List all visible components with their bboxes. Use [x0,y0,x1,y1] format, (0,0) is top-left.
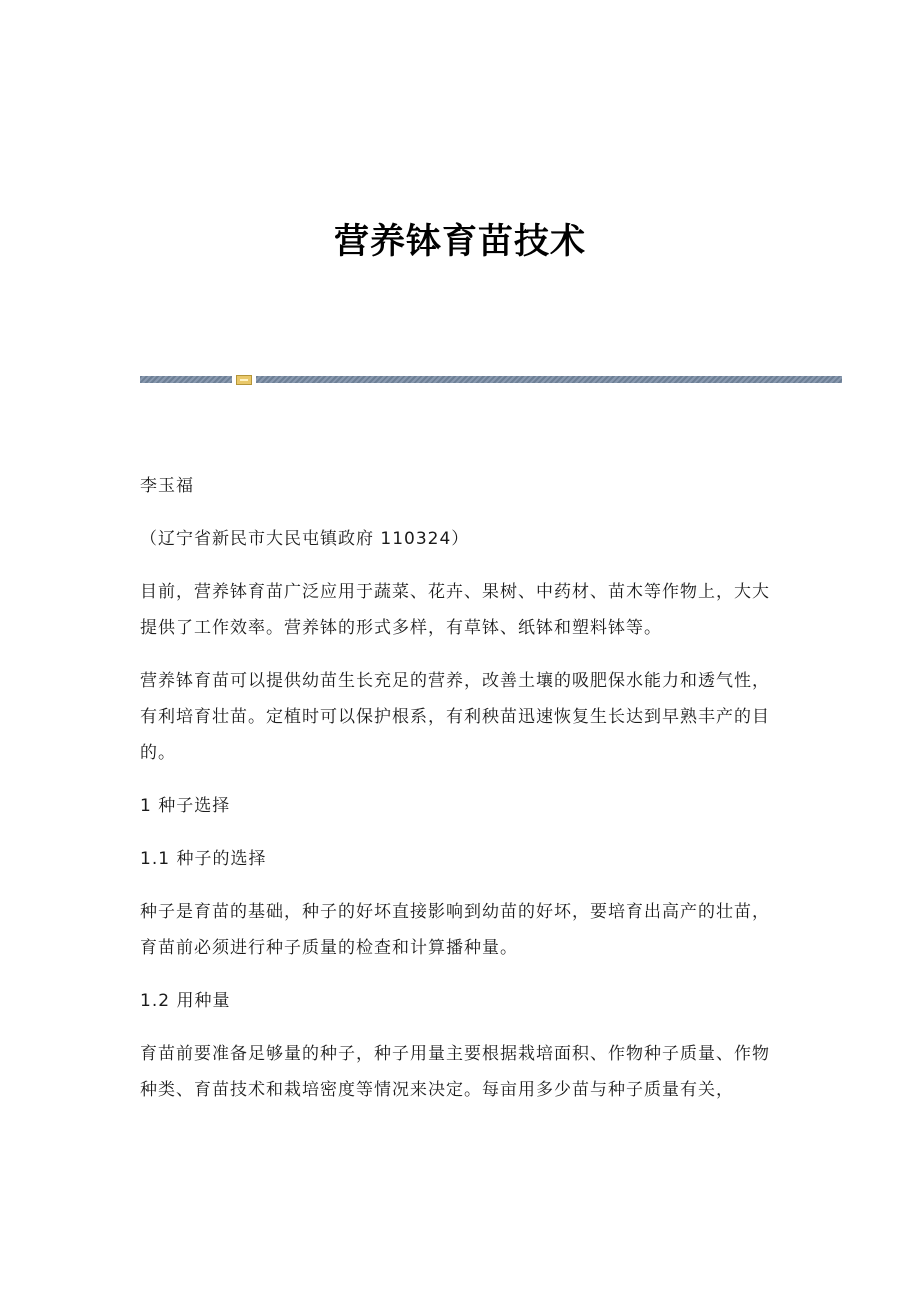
author-affiliation: （辽宁省新民市大民屯镇政府 110324） [140,529,470,549]
paragraph-seed-selection: 种子是育苗的基础，种子的好坏直接影响到幼苗的好坏，要培育出高产的壮苗，育苗前必须进行种子质量的检查和计算播种量。 [140,902,770,958]
paragraph-benefits: 营养钵育苗可以提供幼苗生长充足的营养，改善土壤的吸肥保水能力和透气性，有利培育壮苗。定植时可以保护根系，有利秧苗迅速恢复生长达到早熟丰产的目的。 [140,671,770,763]
divider-ornament-icon [236,375,252,385]
title-divider [140,375,842,385]
divider-bar-right [256,376,842,383]
paragraph-seed-amount: 育苗前要准备足够量的种子，种子用量主要根据栽培面积、作物种子质量、作物种类、育苗技术和栽培密度等情况来决定。每亩用多少苗与种子质量有关， [140,1044,770,1100]
document-body [140,468,780,1125]
subsection-heading: 1.2 用种量 [140,991,231,1011]
paragraph-intro: 目前，营养钵育苗广泛应用于蔬菜、花卉、果树、中药材、苗木等作物上，大大提供了工作效率。营养钵的形式多样，有草钵、纸钵和塑料钵等。 [140,582,770,638]
section-heading: 1 种子选择 [140,796,231,816]
document-title: 营养钵育苗技术 [333,221,586,262]
subsection-heading: 1.1 种子的选择 [140,849,267,869]
divider-bar-left [140,376,232,383]
author-name: 李玉福 [140,476,194,496]
